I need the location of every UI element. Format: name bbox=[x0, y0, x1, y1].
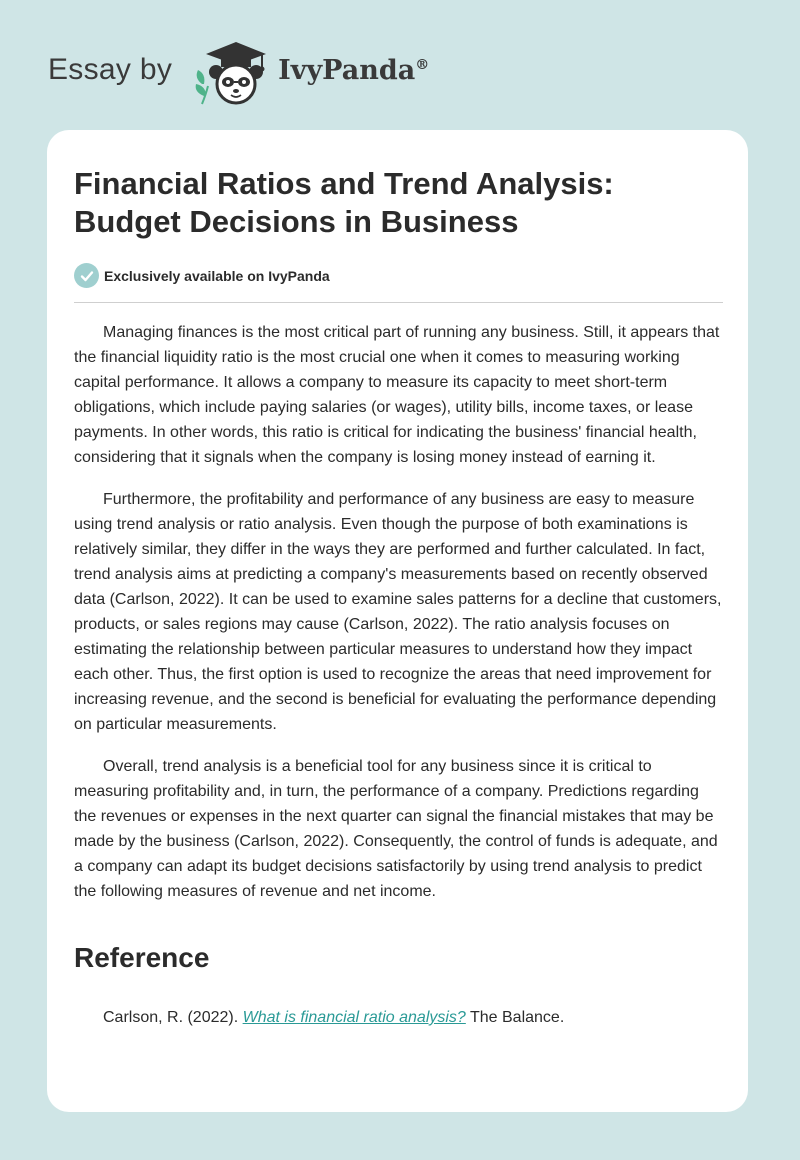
reference-heading: Reference bbox=[74, 942, 210, 973]
reference-suffix: The Balance. bbox=[465, 1009, 565, 1026]
essay-by-label: Essay by bbox=[48, 53, 173, 86]
paragraph: Furthermore, the profitability and performance of any business are easy to measure using trend analysis or ratio analysis. Even though the purpose of both examinations is relatively similar, they differ in the ways they are performed and further calculated. In fact, trend analysis aims at predicting a company's measurements based on recently observed data (Carlson, 2022). It can be used to examine sales patterns for a decline that customers, products, or sales regions may cause (Carlson, 2022). The ratio analysis focuses on estimating the relationship between particular measures to understand how they impact each other. Thus, the first option is used to recognize the areas that need improvement for increasing revenue, and the second is beneficial for evaluating the performance depending on particular measurements. bbox=[74, 491, 722, 733]
exclusive-badge bbox=[74, 263, 330, 288]
divider bbox=[74, 302, 723, 303]
brand-name bbox=[278, 55, 429, 86]
trademark-symbol: ® bbox=[415, 56, 430, 73]
reference-entry bbox=[103, 1005, 564, 1030]
paragraph: Managing finances is the most critical part of running any business. Still, it appears that the financial liquidity ratio is the most crucial one when it comes to measuring working capital performance. It allows a company to measure its capacity to meet short-term obligations, which include paying salaries (or wages), utility bills, income taxes, or lease payments. In other words, this ratio is critical for indicating the business' financial health, considering that it signals when the company is losing money instead of earning it. bbox=[74, 324, 720, 466]
reference-link[interactable]: What is financial ratio analysis? bbox=[242, 1009, 466, 1026]
checkmark-icon bbox=[74, 263, 99, 288]
brand-text: IvyPanda bbox=[278, 54, 416, 86]
essay-body bbox=[74, 320, 724, 921]
panda-logo-icon bbox=[188, 34, 276, 106]
essay-title: Financial Ratios and Trend Analysis: Budget Decisions in Business bbox=[74, 166, 614, 239]
paragraph: Overall, trend analysis is a beneficial tool for any business since it is critical to measuring profitability and, in turn, the performance of a company. Predictions regarding the revenues or expenses in the next quarter can signal the financial mistakes that may be made by the business (Carlson, 2022). Consequently, the control of funds is adequate, and a company can adapt its budget decisions satisfactorily by using trend analysis to predict the following measures of revenue and net income. bbox=[74, 758, 718, 900]
essay-card bbox=[47, 130, 748, 1112]
badge-label: Exclusively available on IvyPanda bbox=[104, 267, 330, 284]
site-header bbox=[48, 34, 429, 106]
reference-prefix: Carlson, R. (2022). bbox=[103, 1009, 243, 1026]
